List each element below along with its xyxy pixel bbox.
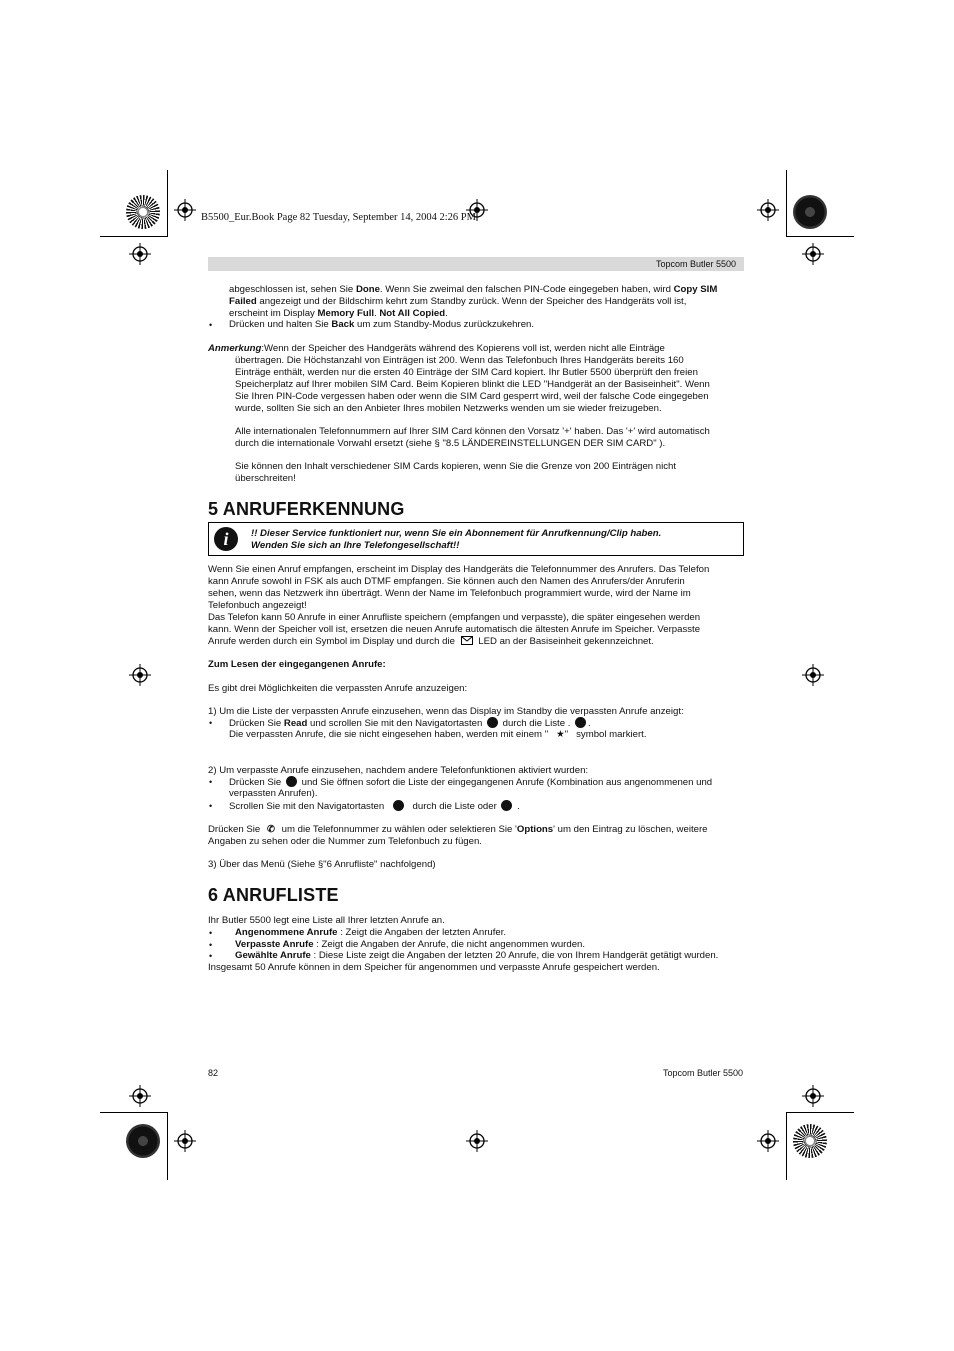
option-1-note: Die verpassten Anrufe, die sie nicht eingesehen haben, werden mit einem " ★" symbol markiert. (229, 729, 647, 740)
dark-disc-mark-icon (793, 195, 827, 229)
bullet-icon: • (209, 718, 213, 728)
option-2-step-1: Drücken Sie und Sie öffnen sofort die Liste der eingegangenen Anrufe (Kombination aus angenommenen und (229, 777, 713, 788)
note-line: Sie Ihren PIN-Code vergessen haben oder wenn die SIM Card gesperrt wird, weil der falsche Code eingegeben (235, 391, 709, 402)
option-2-step-2: Scrollen Sie mit den Navigatortasten durch die Liste oder . (229, 801, 520, 812)
starburst-mark-icon (793, 1124, 827, 1158)
option-2: 2) Um verpasste Anrufe einzusehen, nachdem andere Telefonfunktionen aktiviert wurden: (208, 765, 589, 776)
bullet-icon: • (209, 951, 213, 961)
navigator-key-icon (501, 800, 512, 811)
registration-target-icon (174, 199, 196, 221)
note-line-1: Anmerkung:Wenn der Speicher des Handgeräts während des Kopierens voll ist, werden nicht alle Einträge (208, 343, 665, 354)
paragraph-line: kann Anrufe sowohl in FSK als auch DTMF empfangen. Sie können auch den Namen des Anrufers/der Anruferin (208, 576, 685, 587)
calls-key-icon (286, 776, 297, 787)
paragraph-line: Insgesamt 50 Anrufe können in dem Speicher für angenommen und verpasste Anrufe gespeichert werden. (208, 962, 660, 973)
paragraph-line: Telefonbuch angezeigt! (208, 600, 307, 611)
intro-line-1: abgeschlossen ist, sehen Sie Done. Wenn Sie zweimal den falschen PIN-Code eingegeben haben, wird Copy SIM (229, 284, 718, 295)
subheading: Zum Lesen der eingegangenen Anrufe: (208, 659, 386, 670)
registration-target-icon (129, 1085, 151, 1107)
note-paragraph-line: Alle internationalen Telefonnummern auf Ihrer SIM Card können den Vorsatz '+' haben. Das '+' wird automatisch (235, 426, 710, 437)
registration-target-icon (757, 1130, 779, 1152)
navigator-key-icon (487, 717, 498, 728)
option-3: 3) Über das Menü (Siehe §"6 Anrufliste" nachfolgend) (208, 859, 436, 870)
navigator-key-icon (393, 800, 404, 811)
running-header-product: Topcom Butler 5500 (655, 259, 736, 269)
registration-target-icon (129, 243, 151, 265)
section-heading-6: 6 ANRUFLISTE (208, 885, 339, 905)
bullet-icon: • (209, 928, 213, 938)
starburst-mark-icon (126, 195, 160, 229)
note-line: Einträge enthält, werden nur die ersten 40 Einträge der SIM Card kopiert. Ihr Butler 5500 überprüft den freien (235, 367, 698, 378)
envelope-icon (461, 636, 473, 645)
intro-bullet: Drücken und halten Sie Back um zum Standby-Modus zurückzukehren. (229, 319, 535, 330)
dial-instruction-cont: Angaben zu sehen oder die Nummer zum Telefonbuch zu fügen. (208, 836, 482, 847)
option-1: 1) Um die Liste der verpassten Anrufe einzusehen, wenn das Display im Standby die verpassten Anrufe anzeigt: (208, 706, 684, 717)
info-box-text: !! Dieser Service funktioniert nur, wenn Sie ein Abonnement für Anrufkennung/Clip haben. Wenden Sie sich an Ihre Telefongesellschaft!! (251, 528, 662, 551)
note-paragraph-line: durch die internationale Vorwahl ersetzt (siehe § "8.5 LÄNDEREINSTELLUNGEN DER SIM CARD" ). (235, 438, 666, 449)
registration-target-icon (174, 1130, 196, 1152)
registration-target-icon (802, 664, 824, 686)
paragraph-line: Das Telefon kann 50 Anrufe in einer Anrufliste speichern (empfangen und verpasste), die später eingesehen werden (208, 612, 701, 623)
dial-instruction: Drücken Sie ✆ um die Telefonnummer zu wählen oder selektieren Sie 'Options' um den Eintrag zu löschen, weitere (208, 824, 708, 835)
call-list-item: Verpasste Anrufe : Zeigt die Angaben der Anrufe, die nicht angenommen wurden. (235, 939, 586, 950)
print-file-info: B5500_Eur.Book Page 82 Tuesday, September 14, 2004 2:26 PM (201, 212, 476, 223)
paragraph-line: sehen, wenn das Netzwerk ihn überträgt. Wenn der Name im Telefonbuch programmiert wurde, wird der Name im (208, 588, 691, 599)
registration-target-icon (802, 243, 824, 265)
missed-call-star-icon: ★" (556, 729, 569, 740)
registration-target-icon (802, 1085, 824, 1107)
navigator-key-icon (575, 717, 586, 728)
paragraph-line: Wenn Sie einen Anruf empfangen, erscheint im Display des Handgeräts die Telefonnummer des Anrufers. Das Telefon (208, 564, 710, 575)
phone-handset-icon: ✆ (266, 824, 275, 835)
bullet-icon: • (209, 940, 213, 950)
running-header (208, 257, 744, 271)
note-label: Anmerkung (208, 343, 262, 354)
paragraph-line: Anrufe werden durch ein Symbol im Display und durch die LED an der Basiseinheit gekennzeichnet. (208, 636, 654, 647)
bullet-icon: • (209, 777, 213, 787)
note-paragraph-line: überschreiten! (235, 473, 296, 484)
option-1-step: Drücken Sie Read und scrollen Sie mit den Navigatortasten durch die Liste . . (229, 718, 591, 729)
paragraph-line: kann. Wenn der Speicher voll ist, ersetzen die neuen Anrufe automatisch die ältesten Anrufe im Speicher. Verpasste (208, 624, 701, 635)
paragraph-line: Ihr Butler 5500 legt eine Liste all Ihrer letzten Anrufe an. (208, 915, 445, 926)
dark-disc-mark-icon (126, 1124, 160, 1158)
option-2-step-1-cont: verpassten Anrufen). (229, 788, 318, 799)
section-heading-5: 5 ANRUFERKENNUNG (208, 499, 405, 519)
page-number: 82 (208, 1068, 219, 1078)
note-line: Speicherplatz auf Ihrer mobilen SIM Card. Beim Kopieren blinkt die LED "Handgerät an der Basiseinheit". Wenn (235, 379, 710, 390)
bullet-icon: • (209, 801, 213, 811)
call-list-item: Gewählte Anrufe : Diese Liste zeigt die Angaben der letzten 20 Anrufe, die von Ihrem Handgerät getätigt wurden. (235, 950, 719, 961)
note-line: übertragen. Die Höchstanzahl von Einträgen ist 200. Wenn das Telefonbuch Ihres Handgeräts bereits 160 (235, 355, 684, 366)
info-icon: i (214, 527, 238, 551)
registration-target-icon (129, 664, 151, 686)
bullet-icon: • (209, 320, 213, 330)
paragraph-line: Es gibt drei Möglichkeiten die verpassten Anrufe anzuzeigen: (208, 683, 468, 694)
registration-target-icon (466, 1130, 488, 1152)
registration-target-icon (757, 199, 779, 221)
note-line: wurde, sollten Sie sich an den Anbieter Ihres mobilen Netzwerks wenden um sie wieder freizugeben. (235, 403, 662, 414)
footer-product: Topcom Butler 5500 (662, 1068, 743, 1078)
note-paragraph-line: Sie können den Inhalt verschiedener SIM Cards kopieren, wenn Sie die Grenze von 200 Einträgen nicht (235, 461, 677, 472)
info-box (208, 522, 744, 556)
intro-line-3: erscheint im Display Memory Full. Not All Copied. (229, 308, 448, 319)
call-list-item: Angenommene Anrufe : Zeigt die Angaben der letzten Anrufer. (235, 927, 507, 938)
intro-line-2: Failed angezeigt und der Bildschirm kehrt zum Standby zurück. Wenn der Speicher des Handgeräts voll ist, (229, 296, 687, 307)
